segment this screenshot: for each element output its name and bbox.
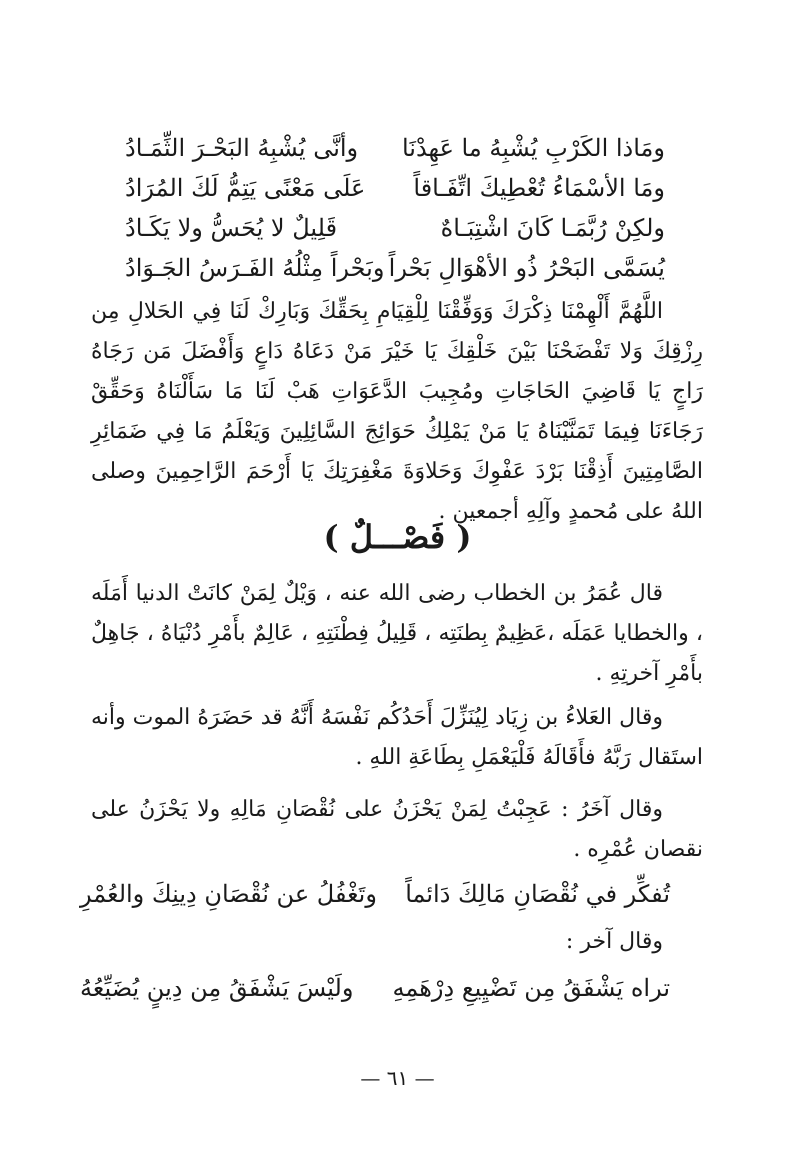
verse-second-hemistich: وبَحْراً مِثْلُهُ الفَـرَسُ الجَـوَادُ <box>125 254 385 282</box>
poem-verse <box>80 968 670 1008</box>
verse-second-hemistich: وأنَّى يُشْبِهُ البَحْـرَ الثِّمَـادُ <box>125 134 359 162</box>
verse-first-hemistich: تراه يَشْفَقُ مِن تَضْيِيعِ دِرْهَمِهِ <box>392 974 670 1002</box>
verse-second-hemistich: عَلَى مَعْنًى يَتِمُّ لَكَ المُرَادُ <box>125 174 366 202</box>
poem-verse <box>125 128 665 168</box>
verse-second-hemistich: وتَغْفُلُ عن نُقْصَانِ دِينِكَ والعُمْرِ <box>80 880 377 908</box>
verse-second-hemistich: قَلِيلٌ لا يُحَسُّ ولا يَكَـادُ <box>125 214 338 242</box>
verse-first-hemistich: تُفكِّر في نُقْصَانِ مَالِكَ دَائماً <box>405 880 670 908</box>
prayer-paragraph: اللَّهُمَّ أَلْهِمْنَا ذِكْرَكَ وَوَفِّقْنَا لِلْقِيَامِ بِحَقِّكَ وَبَارِكْ لَنَا فِي الحَلالِ مِن رِزْقِكَ وَلا تَفْضَحْنَا بَيْنَ خَلْقِكَ يَا خَيْرَ مَنْ دَعَاهُ دَاعٍ وَأَفْضَلَ مَن رَجَاهُ رَاجٍ يَا قَاضِيَ الحَاجَاتِ ومُجِيبَ الدَّعَوَاتِ هَبْ لَنَا مَا سَأَلْنَاهُ وَحَقِّقْ رَجَاءَنَا فِيمَا تَمَنَّيْنَاهُ يَا مَنْ يَمْلِكُ حَوَائِجَ السَّائِلِينَ وَيَعْلَمُ مَا فِي ضَمَائِرِ الصَّامِتِينَ أَذِقْنَا بَرْدَ عَفْوِكَ وَحَلاوَةَ مَغْفِرَتِكَ يَا أَرْحَمَ الرَّاحِمِينَ وصلى اللهُ على مُحمدٍ وآلِهِ أجمعين . <box>91 299 703 524</box>
poem-verse <box>80 874 670 914</box>
paragraph: قال عُمَرُ بن الخطاب رضى الله عنه ، وَيْلٌ لِمَنْ كانَتْ الدنيا أَمَلَه ، والخطايا عَمَلَه ،عَظِيمٌ بِطنَتِه ، قَلِيلُ فِطْنَتِهِ ، عَالِمٌ بأَمْرِ دُنْيَاهُ ، جَاهِلٌ بأَمْرِ آخرتِهِ . <box>91 581 703 686</box>
poem-verse <box>125 208 665 248</box>
verse-first-hemistich: ومَا الأسْمَاءُ تُعْطِيكَ اتِّفَـاقاً <box>413 174 665 202</box>
page-number: — ٦١ — <box>360 1066 435 1090</box>
poem-verse <box>125 248 665 288</box>
paragraph: وقال العَلاءُ بن زِيَاد لِيُنَزِّلَ أَحَدُكُم نَفْسَهُ أَنَّهُ قد حَضَرَهُ الموت وأنه استَقال رَبَّهُ فأَقَالَهُ فَلْيَعْمَلِ بِطَاعَةِ اللهِ . <box>91 705 703 770</box>
paragraph: وقال آخَرُ : عَجِبْتُ لِمَنْ يَحْزَنُ على نُقْصَانِ مَالِهِ ولا يَحْزَنُ على نقصان عُمْرِه . <box>91 797 703 862</box>
poem-verse <box>125 168 665 208</box>
section-heading: ( فَصْـــلٌ ) <box>323 518 472 556</box>
verse-first-hemistich: يُسَمَّى البَحْرُ ذُو الأهْوَالِ بَحْراً <box>388 254 665 282</box>
verse-second-hemistich: ولَيْسَ يَشْفَقُ مِن دِينٍ يُضَيِّعُهُ <box>80 974 354 1002</box>
verse-first-hemistich: ومَاذا الكَرْبِ يُشْبِهُ ما عَهِدْنَا <box>401 134 665 162</box>
verse-first-hemistich: ولكِنْ رُبَّمَـا كَانَ اشْتِبَـاهٌ <box>440 214 665 242</box>
verse-intro: وقال آخر : <box>565 929 663 954</box>
